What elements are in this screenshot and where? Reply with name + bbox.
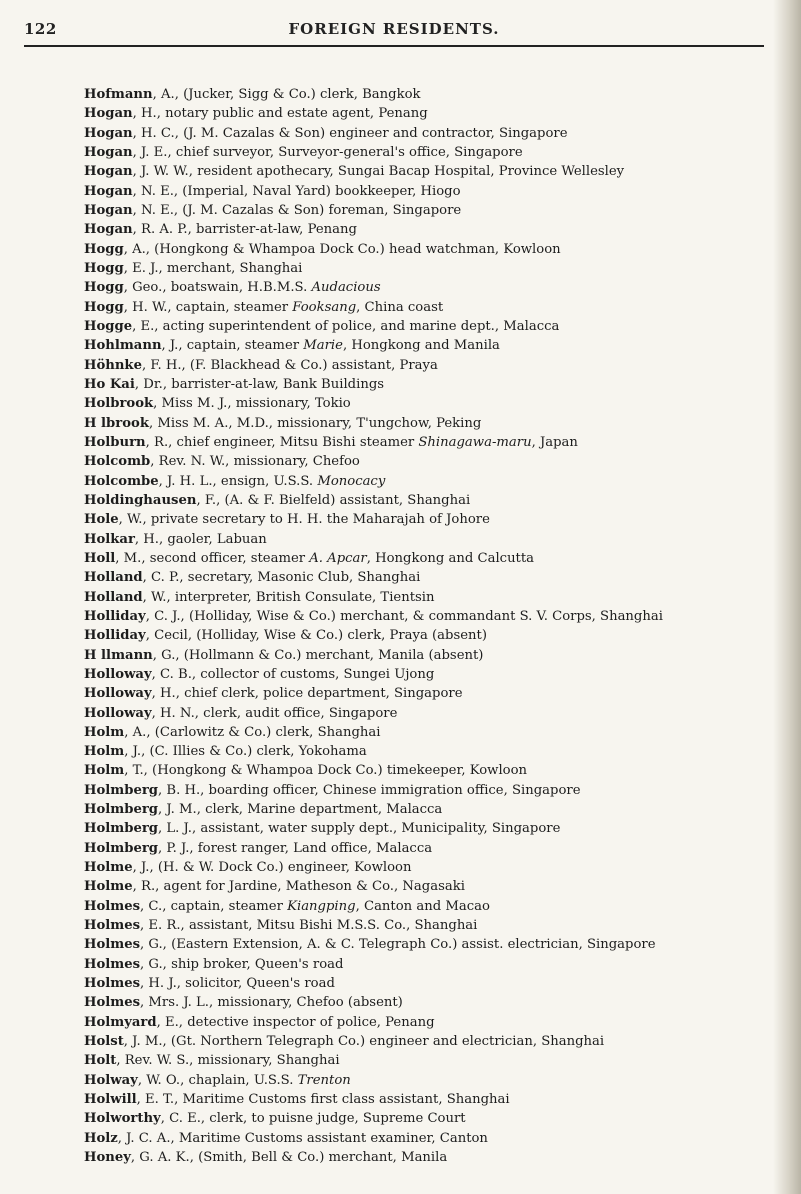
resident-details: , Cecil, (Holliday, Wise & Co.) clerk, Praya (absent) [145, 628, 487, 644]
resident-surname: Holz [84, 1130, 118, 1146]
resident-surname: Hogan [84, 222, 133, 238]
resident-details: , F. H., (F. Blackhead & Co.) assistant, Praya [141, 357, 438, 373]
resident-entry [84, 684, 784, 703]
resident-surname: Holbrook [84, 396, 154, 412]
resident-entry [84, 974, 784, 993]
resident-entry [84, 1109, 784, 1128]
resident-entry [84, 510, 784, 529]
resident-details: , W. O., chaplain, U.S.S. [137, 1072, 298, 1088]
resident-surname: Ho Kai [84, 376, 135, 392]
resident-entry [84, 993, 784, 1012]
resident-surname: Holcomb [84, 454, 151, 470]
resident-details: , J. M., (Gt. Northern Telegraph Co.) engineer and electrician, Shanghai [123, 1034, 605, 1050]
resident-surname: Holworthy [84, 1111, 161, 1127]
resident-entry [84, 1051, 784, 1070]
resident-entry [84, 839, 784, 858]
resident-surname: Holme [84, 860, 133, 876]
resident-entry [84, 626, 784, 645]
resident-details: , Rev. N. W., missionary, Chefoo [150, 454, 360, 470]
resident-entry [84, 1071, 784, 1090]
resident-surname: Holmes [84, 995, 141, 1011]
resident-entry [84, 472, 784, 491]
vessel-name: Shinagawa-maru [418, 434, 532, 450]
resident-details: , C. P., secretary, Masonic Club, Shanghai [142, 570, 421, 586]
resident-surname: H lbrook [84, 415, 149, 431]
resident-entry [84, 356, 784, 375]
resident-details: , J., captain, steamer [161, 338, 304, 354]
resident-surname: Hogg [84, 280, 124, 296]
resident-surname: Holland [84, 589, 143, 605]
resident-details: , Mrs. J. L., missionary, Chefoo (absent) [140, 995, 403, 1011]
resident-surname: Hole [84, 512, 119, 528]
resident-details: , H., notary public and estate agent, Penang [132, 106, 428, 122]
resident-entry [84, 568, 784, 587]
resident-entry [84, 665, 784, 684]
vessel-name: Audacious [311, 280, 381, 296]
resident-details: , E. R., assistant, Mitsu Bishi M.S.S. Co., Shanghai [140, 918, 478, 934]
resident-entry [84, 433, 784, 452]
resident-details: , J., (H. & W. Dock Co.) engineer, Kowloon [132, 860, 412, 876]
resident-entry [84, 298, 784, 317]
resident-details: , F., (A. & F. Bielfeld) assistant, Shanghai [196, 492, 471, 508]
resident-entries-list [84, 85, 784, 1167]
resident-details-suffix: , Hongkong and Calcutta [366, 550, 535, 566]
resident-details: , W., private secretary to H. H. the Maharajah of Johore [118, 512, 490, 528]
vessel-name: Trenton [297, 1072, 351, 1088]
resident-details: , G., (Eastern Extension, A. & C. Telegraph Co.) assist. electrician, Singapore [140, 937, 656, 953]
resident-entry [84, 259, 784, 278]
resident-entry [84, 336, 784, 355]
resident-entry [84, 85, 784, 104]
resident-details: , A., (Carlowitz & Co.) clerk, Shanghai [124, 724, 381, 740]
resident-entry [84, 182, 784, 201]
resident-surname: Holmberg [84, 782, 158, 798]
page-number: 122 [24, 20, 57, 38]
resident-entry [84, 935, 784, 954]
resident-surname: Holme [84, 879, 133, 895]
resident-entry [84, 588, 784, 607]
resident-surname: Holloway [84, 705, 152, 721]
resident-details: , J. C. A., Maritime Customs assistant examiner, Canton [117, 1130, 488, 1146]
resident-details: , C. E., clerk, to puisne judge, Supreme Court [160, 1111, 466, 1127]
resident-entry [84, 549, 784, 568]
resident-details-suffix: , China coast [356, 299, 444, 315]
resident-details: , N. E., (Imperial, Naval Yard) bookkeeper, Hiogo [132, 183, 461, 199]
vessel-name: Monocacy [317, 473, 386, 489]
resident-surname: Holcombe [84, 473, 159, 489]
resident-surname: Holkar [84, 531, 135, 547]
resident-surname: Höhnke [84, 357, 142, 373]
resident-surname: Hogan [84, 106, 133, 122]
vessel-name: A. Apcar [309, 550, 367, 566]
resident-entry [84, 452, 784, 471]
resident-surname: Hogan [84, 164, 133, 180]
resident-surname: Holland [84, 570, 143, 586]
resident-surname: Hogge [84, 318, 133, 334]
resident-entry [84, 955, 784, 974]
resident-entry [84, 1090, 784, 1109]
resident-entry [84, 800, 784, 819]
resident-surname: Hohlmann [84, 338, 162, 354]
resident-entry [84, 143, 784, 162]
resident-details: , E. J., merchant, Shanghai [123, 260, 303, 276]
resident-surname: Holmes [84, 898, 141, 914]
resident-entry [84, 607, 784, 626]
vessel-name: Kiangping [287, 898, 356, 914]
resident-entry [84, 201, 784, 220]
resident-surname: Holburn [84, 434, 146, 450]
resident-surname: Holwill [84, 1092, 137, 1108]
resident-details: , Miss M. J., missionary, Tokio [153, 396, 351, 412]
resident-details: , J. H. L., ensign, U.S.S. [158, 473, 318, 489]
resident-surname: Holmes [84, 937, 141, 953]
resident-entry [84, 317, 784, 336]
resident-details: , T., (Hongkong & Whampoa Dock Co.) timekeeper, Kowloon [124, 763, 528, 779]
resident-surname: Holmes [84, 918, 141, 934]
resident-surname: Hogan [84, 202, 133, 218]
vessel-name: Fooksang [292, 299, 357, 315]
resident-surname: Holm [84, 724, 125, 740]
resident-details: , Rev. W. S., missionary, Shanghai [116, 1053, 340, 1069]
resident-details: , W., interpreter, British Consulate, Tientsin [142, 589, 435, 605]
resident-details: , H., gaoler, Labuan [134, 531, 267, 547]
resident-entry [84, 916, 784, 935]
resident-details: , H. N., clerk, audit office, Singapore [151, 705, 398, 721]
resident-details: , G. A. K., (Smith, Bell & Co.) merchant, Manila [130, 1150, 448, 1166]
resident-surname: Holm [84, 744, 125, 760]
resident-entry [84, 1013, 784, 1032]
resident-details: , R., agent for Jardine, Matheson & Co., Nagasaki [132, 879, 465, 895]
resident-surname: Holloway [84, 686, 152, 702]
resident-details: , P. J., forest ranger, Land office, Malacca [158, 840, 433, 856]
resident-entry [84, 1148, 784, 1167]
resident-surname: Hofmann [84, 87, 153, 102]
resident-details: , A., (Hongkong & Whampoa Dock Co.) head watchman, Kowloon [123, 241, 561, 257]
resident-entry [84, 646, 784, 665]
resident-details: , E. T., Maritime Customs first class assistant, Shanghai [136, 1092, 510, 1108]
resident-surname: Holmberg [84, 802, 158, 818]
resident-surname: Holdinghausen [84, 492, 197, 508]
resident-surname: Honey [84, 1150, 131, 1166]
resident-details: , E., acting superintendent of police, and marine dept., Malacca [132, 318, 560, 334]
resident-surname: Holloway [84, 666, 152, 682]
resident-details: , J. W. W., resident apothecary, Sungai Bacap Hospital, Province Wellesley [132, 164, 625, 180]
resident-entry [84, 220, 784, 239]
vessel-name: Marie [303, 338, 343, 354]
resident-entry [84, 530, 784, 549]
resident-details-suffix: , Japan [531, 434, 578, 450]
resident-entry [84, 240, 784, 259]
resident-details: , M., second officer, steamer [115, 550, 310, 566]
resident-details: , B. H., boarding officer, Chinese immigration office, Singapore [158, 782, 581, 798]
resident-details: , J. E., chief surveyor, Surveyor-general's office, Singapore [132, 144, 523, 160]
resident-entry [84, 278, 784, 297]
resident-entry [84, 1032, 784, 1051]
resident-surname: Holmes [84, 956, 141, 972]
resident-surname: Holl [84, 550, 116, 566]
running-title: FOREIGN RESIDENTS. [288, 20, 500, 38]
resident-entry [84, 742, 784, 761]
resident-entry [84, 491, 784, 510]
resident-details: , J. M., clerk, Marine department, Malacca [158, 802, 443, 818]
resident-details: , H. J., solicitor, Queen's road [140, 976, 335, 992]
resident-surname: Holmberg [84, 840, 158, 856]
resident-details: , G., (Hollmann & Co.) merchant, Manila (absent) [152, 647, 484, 663]
resident-details: , L. J., assistant, water supply dept., Municipality, Singapore [158, 821, 561, 837]
resident-details: , N. E., (J. M. Cazalas & Son) foreman, Singapore [132, 202, 462, 218]
resident-details-suffix: , Canton and Macao [355, 898, 490, 914]
resident-surname: Holm [84, 763, 125, 779]
resident-surname: Hogan [84, 125, 133, 141]
resident-surname: Holliday [84, 628, 146, 644]
resident-entry [84, 104, 784, 123]
resident-surname: Hogg [84, 241, 124, 257]
resident-surname: H llmann [84, 647, 153, 663]
resident-entry [84, 414, 784, 433]
resident-entry [84, 1129, 784, 1148]
resident-surname: Hogg [84, 299, 124, 315]
resident-entry [84, 162, 784, 181]
resident-entry [84, 124, 784, 143]
resident-details: , R., chief engineer, Mitsu Bishi steamer [145, 434, 419, 450]
resident-surname: Holmyard [84, 1014, 157, 1030]
resident-details: , R. A. P., barrister-at-law, Penang [132, 222, 357, 238]
page-header [24, 0, 764, 60]
resident-details: , Geo., boatswain, H.B.M.S. [123, 280, 312, 296]
resident-details: , Miss M. A., M.D., missionary, T'ungchow, Peking [148, 415, 482, 431]
resident-entry [84, 761, 784, 780]
resident-details: , C. J., (Holliday, Wise & Co.) merchant, & commandant S. V. Corps, Shanghai [145, 608, 663, 624]
resident-details: , H. W., captain, steamer [123, 299, 293, 315]
resident-entry [84, 897, 784, 916]
resident-details: , C. B., collector of customs, Sungei Ujong [151, 666, 435, 682]
resident-details: , C., captain, steamer [140, 898, 288, 914]
resident-details-suffix: , Hongkong and Manila [342, 338, 500, 354]
resident-details: , A., (Jucker, Sigg & Co.) clerk, Bangkok [152, 87, 421, 102]
resident-surname: Hogan [84, 144, 133, 160]
resident-details: , E., detective inspector of police, Penang [156, 1014, 435, 1030]
resident-surname: Holmes [84, 976, 141, 992]
resident-surname: Hogan [84, 183, 133, 199]
resident-details: , Dr., barrister-at-law, Bank Buildings [134, 376, 385, 392]
resident-surname: Holst [84, 1034, 124, 1050]
resident-surname: Holliday [84, 608, 146, 624]
resident-entry [84, 704, 784, 723]
resident-entry [84, 858, 784, 877]
resident-entry [84, 781, 784, 800]
resident-details: , G., ship broker, Queen's road [140, 956, 344, 972]
resident-entry [84, 819, 784, 838]
resident-details: , J., (C. Illies & Co.) clerk, Yokohama [124, 744, 367, 760]
resident-surname: Holt [84, 1053, 117, 1069]
resident-entry [84, 723, 784, 742]
resident-surname: Hogg [84, 260, 124, 276]
resident-entry [84, 375, 784, 394]
resident-details: , H., chief clerk, police department, Singapore [151, 686, 463, 702]
header-rule [24, 45, 764, 47]
resident-surname: Holmberg [84, 821, 158, 837]
resident-details: , H. C., (J. M. Cazalas & Son) engineer and contractor, Singapore [132, 125, 568, 141]
resident-surname: Holway [84, 1072, 138, 1088]
resident-entry [84, 877, 784, 896]
resident-entry [84, 394, 784, 413]
